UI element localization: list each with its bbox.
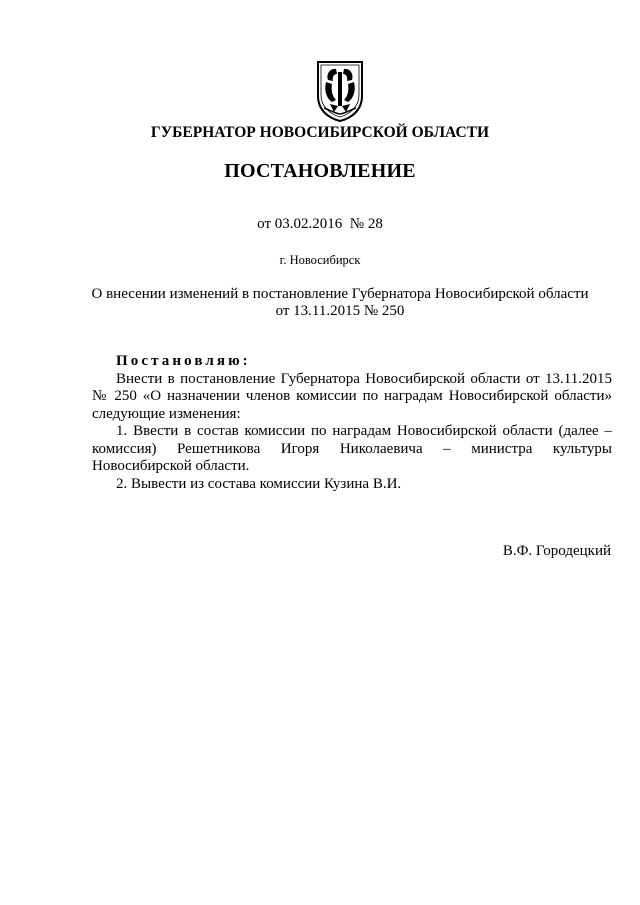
body-item-2: 2. Вывести из состава комиссии Кузина В.И.	[116, 475, 402, 492]
date-number-line: от 03.02.2016 № 28	[257, 216, 383, 232]
subject-line-1: О внесении изменений в постановление Губернатора Новосибирской области	[91, 286, 589, 302]
body-item-1: 1. Ввести в состав комиссии по наградам Новосибирской области (далее – комиссия) Решетникова Игоря Николаевича – министра культуры Новосибирской области.	[92, 423, 612, 474]
signature-name: В.Ф. Городецкий	[502, 543, 611, 559]
decree-word: Постановляю:	[116, 353, 251, 369]
city-line: г. Новосибирск	[279, 253, 361, 267]
document-body	[92, 353, 612, 493]
document-subject	[80, 286, 600, 320]
authority-title: ГУБЕРНАТОР НОВОСИБИРСКОЙ ОБЛАСТИ	[150, 124, 490, 141]
document-type-title: ПОСТАНОВЛЕНИЕ	[224, 160, 416, 182]
coat-of-arms-icon	[314, 60, 366, 122]
subject-line-2: от 13.11.2015 № 250	[275, 303, 405, 319]
body-intro-paragraph: Внести в постановление Губернатора Новосибирской области от 13.11.2015 № 250 «О назначении членов комиссии по наградам Новосибирской области» следующие изменения:	[92, 370, 612, 422]
